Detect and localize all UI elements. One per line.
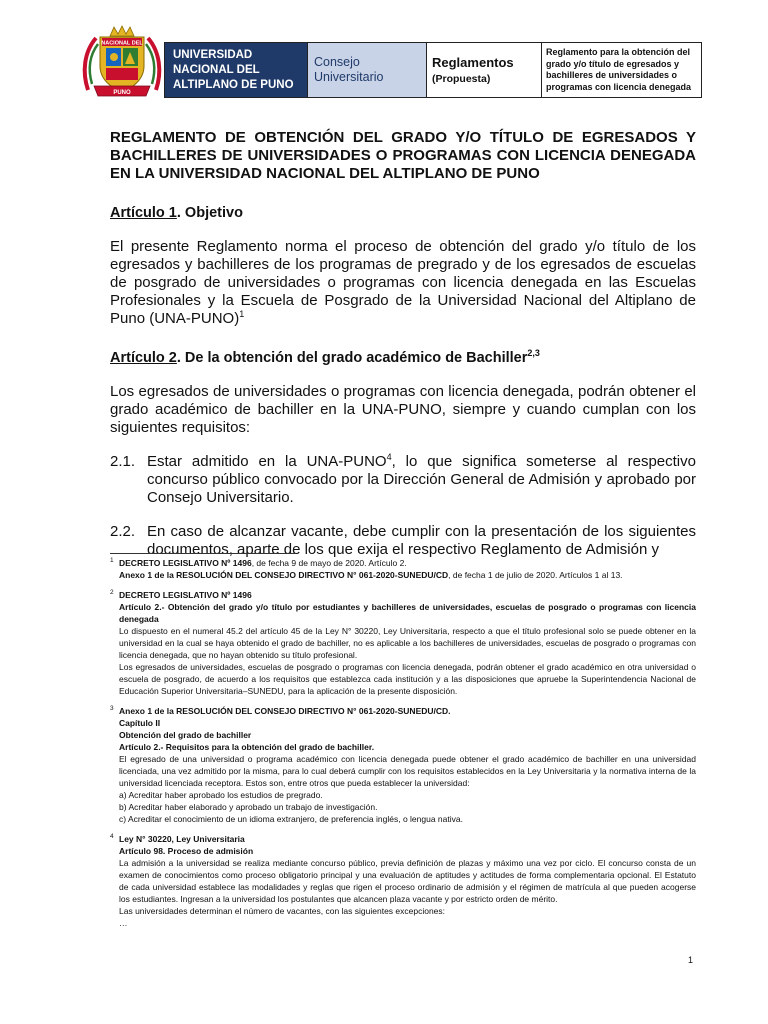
document-body: [110, 129, 696, 559]
footnote-line: Anexo 1 de la RESOLUCIÓN DEL CONSEJO DIRECTIVO N° 061-2020-SUNEDU/CD, de fecha 1 de julio de 2020. Artículos 1 al 13.: [119, 570, 623, 580]
document-header: [164, 42, 702, 98]
footnote-line: Artículo 2.- Requisitos para la obtención del grado de bachiller.: [119, 742, 375, 752]
item-text: En caso de alcanzar vacante, debe cumplir con la presentación de los siguientes documentos, aparte de los que exija el respectivo Reglamento de Admisión y: [147, 523, 696, 558]
item-text: Estar admitido en la UNA-PUNO: [147, 453, 387, 470]
university-seal-logo: [80, 24, 164, 100]
article-1-label: Artículo 1: [110, 205, 177, 221]
article-2-title: . De la obtención del grado académico de Bachiller: [176, 350, 528, 366]
footnote-line: a) Acreditar haber aprobado los estudios de pregrado.: [119, 790, 323, 800]
article-1-body: El presente Reglamento norma el proceso de obtención del grado y/o título de los egresados y bachilleres de los programas de pregrado y de los egresados de escuelas de posgrado de universidades o programas con licencia denegada en las Escuelas Profesionales y la Escuela de Posgrado de la Universidad Nacional del Altiplano de Puno (UNA-PUNO): [110, 238, 696, 327]
header-doc-type: [427, 43, 542, 98]
footnote-number: 2: [110, 589, 114, 596]
footnote-line: …: [119, 918, 128, 928]
footnote-number: 1: [110, 557, 114, 564]
page-number: 1: [688, 955, 694, 965]
item-number: 2.2.: [110, 523, 136, 540]
footnote-line: El egresado de una universidad o programa académico con licencia denegada puede obtener el grado académico de bachiller en una universidad licenciada, una vez admitido por la misma, para lo cual deberá cumplir con los requisitos establecidos en la Ley Universitaria y la normativa interna de la universidad licenciada receptora. Estos son, entre otros que pueda establecer la universidad:: [119, 754, 696, 788]
footnote-line: Ley N° 30220, Ley Universitaria: [119, 834, 245, 844]
list-item: [110, 453, 696, 507]
doc-status: (Propuesta): [432, 73, 491, 85]
document-title: REGLAMENTO DE OBTENCIÓN DEL GRADO Y/O TÍTULO DE EGRESADOS Y BACHILLERES DE UNIVERSIDADES O PROGRAMAS CON LICENCIA DENEGADA EN LA UNIVERSIDAD NACIONAL DEL ALTIPLANO DE PUNO: [110, 129, 696, 182]
footnote-3: [110, 705, 696, 825]
header-description: Reglamento para la obtención del grado y/o título de egresados y bachilleres de universidades o programas con licencia denegada: [542, 43, 702, 98]
footnote-line: Capítulo II: [119, 718, 161, 728]
doc-type: Reglamentos: [432, 55, 514, 70]
footnote-line: Los egresados de universidades, escuelas de posgrado o programas con licencia denegada, podrán obtener el grado académico en otra universidad o escuela de posgrado, de acuerdo a los requisitos que establezca cada institución y a las disposiciones que apruebe la Superintendencia Nacional de Educación Superior Universitaria–SUNEDU, para la aplicación de la presente disposición.: [119, 662, 696, 696]
footnote-ref-4[interactable]: 4: [386, 452, 392, 462]
footnote-line: La admisión a la universidad se realiza mediante concurso público, previa definición de plazas y máximo una vez por ciclo. El concurso consta de un examen de conocimientos como proceso obligatorio principal y una evaluación de aptitudes y actitudes de forma complementaria opcional. El Estatuto de cada universidad establece las modalidades y reglas que rigen el proceso ordinario de admisión y el régimen de matrícula al que pueden acogerse los estudiantes. Ingresan a la universidad los postulantes que alcancen plaza vacante y por estricto orden de mérito.: [119, 858, 696, 904]
footnote-line: Obtención del grado de bachiller: [119, 730, 252, 740]
article-2-heading: [110, 349, 696, 367]
footnote-line: Lo dispuesto en el numeral 45.2 del artículo 45 de la Ley N° 30220, Ley Universitaria, respecto a que el título profesional solo se puede obtener en la universidad en la cual se haya obtenido el grado de bachiller, no es aplicable a los bachilleres de universidades, escuelas de posgrado o programas con licencia denegada, que no hayan obtenido su título profesional.: [119, 626, 696, 660]
footnote-line: DECRETO LEGISLATIVO Nº 1496: [119, 590, 252, 600]
header-council: Consejo Universitario: [308, 43, 427, 98]
footnote-number: 4: [110, 833, 114, 840]
footnote-ref-1[interactable]: 1: [239, 309, 245, 319]
article-1-text: [110, 238, 696, 328]
article-2-label: Artículo 2: [110, 350, 177, 366]
footnote-line: DECRETO LEGISLATIVO Nº 1496, de fecha 9 de mayo de 2020. Artículo 2.: [119, 558, 407, 568]
footnote-line: c) Acreditar el conocimiento de un idioma extranjero, de preferencia inglés, o lengua nativa.: [119, 814, 463, 824]
footnote-separator: [110, 553, 296, 554]
footnote-1: [110, 557, 696, 581]
footnote-line: Anexo 1 de la RESOLUCIÓN DEL CONSEJO DIRECTIVO N° 061-2020-SUNEDU/CD.: [119, 706, 451, 716]
footnote-line: b) Acreditar haber elaborado y aprobado un trabajo de investigación.: [119, 802, 378, 812]
footnote-line: Artículo 98. Proceso de admisión: [119, 846, 254, 856]
item-number: 2.1.: [110, 453, 136, 470]
footnotes: [110, 557, 696, 929]
footnote-ref-2-3[interactable]: 2,3: [527, 348, 540, 359]
footnote-number: 3: [110, 705, 114, 712]
item-text-cont: , lo que significa someterse al respectivo concurso público convocado por la Dirección General de Admisión y aprobado por Consejo Universitario.: [147, 453, 696, 506]
seal-caption: NACIONAL DEL: [101, 40, 143, 47]
header-university: UNIVERSIDAD NACIONAL DEL ALTIPLANO DE PUNO: [165, 43, 308, 98]
article-2-intro: Los egresados de universidades o programas con licencia denegada, podrán obtener el grado académico de bachiller en la UNA-PUNO, siempre y cuando cumplan con los siguientes requisitos:: [110, 383, 696, 436]
footnote-4: [110, 833, 696, 929]
footnote-2: [110, 589, 696, 697]
article-1-title: . Objetivo: [176, 205, 243, 221]
article-1-heading: [110, 204, 696, 222]
seal-ribbon-text: PUNO: [113, 90, 131, 96]
footnote-line: Las universidades determinan el número de vacantes, con las siguientes excepciones:: [119, 906, 446, 916]
footnote-line: Artículo 2.- Obtención del grado y/o título por estudiantes y bachilleres de universidades, escuelas de posgrado o programas con licencia denegada: [119, 602, 696, 624]
